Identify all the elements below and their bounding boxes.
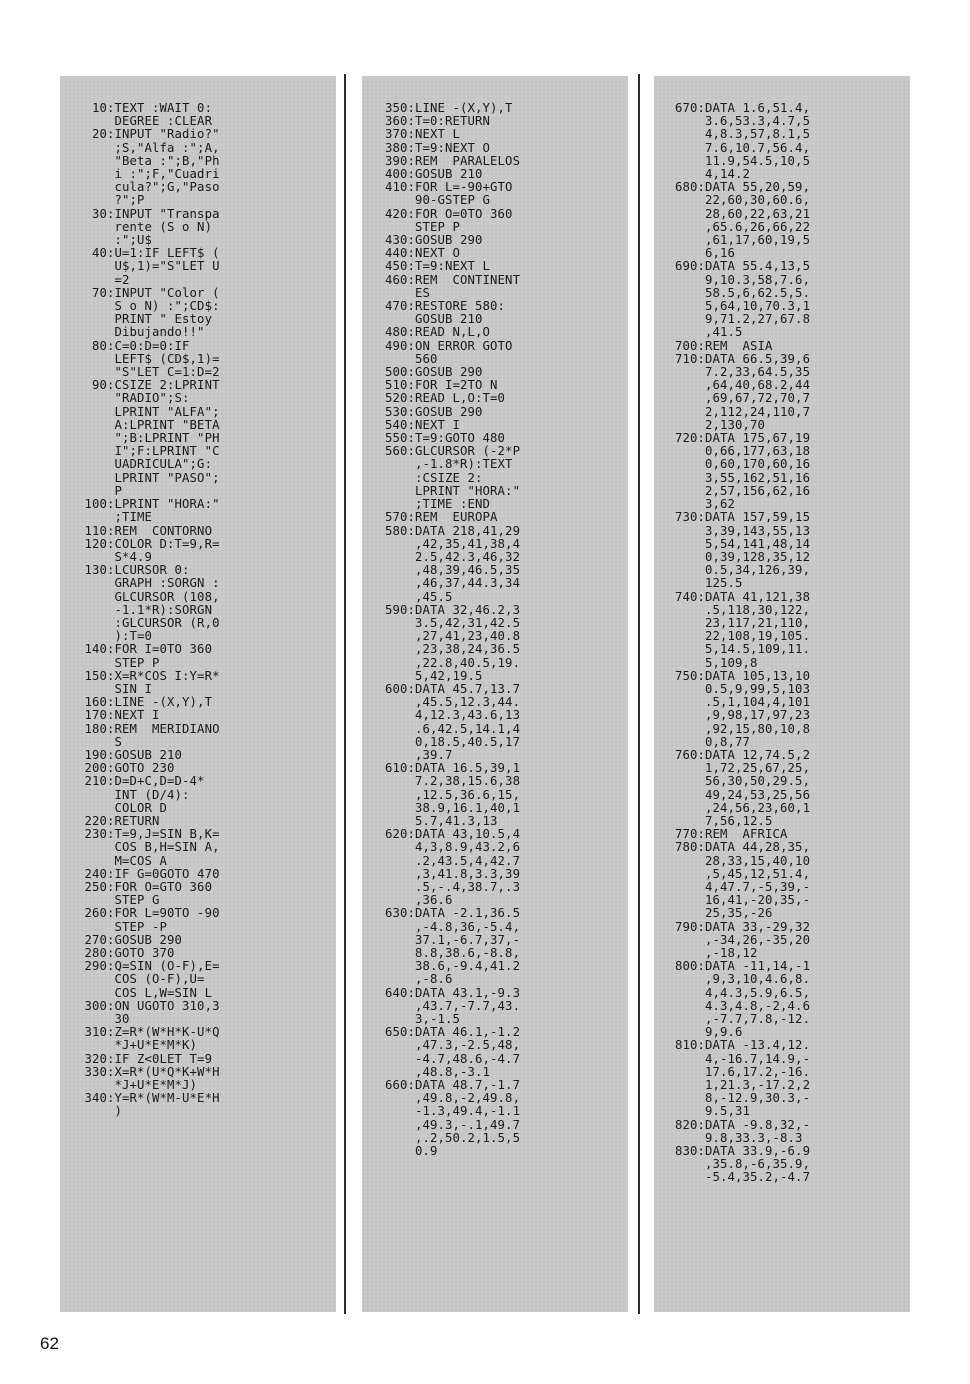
code-line: 530:GOSUB 290	[370, 404, 483, 419]
code-line: 330:X=R*(U*Q*K+W*H	[62, 1064, 220, 1079]
code-line: 420:FOR O=0TO 360	[370, 206, 513, 221]
code-line: .5,-.4,38.7,.3	[370, 879, 521, 894]
code-line: 390:REM PARALELOS	[370, 153, 521, 168]
code-line: 130:LCURSOR 0:	[62, 563, 190, 578]
code-line: P	[62, 483, 123, 498]
code-line: 6,16	[660, 246, 736, 261]
code-line: ,49.8,-2,49.8,	[370, 1091, 521, 1106]
code-line: 7.6,10.7,56.4,	[660, 140, 811, 155]
code-line: 9.8,33.3,-8.3	[660, 1130, 803, 1145]
code-line: 350:LINE -(X,Y),T	[370, 101, 513, 115]
code-line: ,-18,12	[660, 946, 758, 960]
code-line: ):T=0	[62, 629, 153, 644]
listing-column-1	[60, 76, 336, 1312]
code-line: ,24,56,23,60,1	[660, 800, 811, 815]
code-line: 90-GSTEP G	[370, 193, 491, 208]
code-line: 11.9,54.5,10,5	[660, 153, 811, 168]
code-line: S*4.9	[62, 549, 153, 564]
code-line: ?";P	[62, 193, 145, 208]
code-line: GRAPH :SORGN :	[62, 576, 220, 591]
code-line: S	[62, 734, 123, 749]
code-line: ,69,67,72,70,7	[660, 391, 811, 406]
code-line: 710:DATA 66.5,39,6	[660, 351, 811, 366]
code-line: 650:DATA 46.1,-1.2	[370, 1025, 521, 1040]
code-line: 380:T=9:NEXT O	[370, 140, 491, 155]
code-line: 200:GOTO 230	[62, 761, 175, 776]
code-line: 90:CSIZE 2:LPRINT	[62, 378, 220, 393]
code-line: i :";F,"Cuadri	[62, 167, 220, 182]
code-line: ,35.8,-6,35.9,	[660, 1157, 811, 1172]
code-line: 38.6,-9.4,41.2	[370, 959, 521, 974]
listing-column-2	[362, 76, 628, 1312]
code-line: 150:X=R*COS I:Y=R*	[62, 668, 220, 683]
code-line: 40:U=1:IF LEFT$ (	[62, 246, 220, 261]
code-line: ,46,37,44.3,34	[370, 576, 521, 591]
code-line: 520:READ L,O:T=0	[370, 391, 506, 406]
code-line: 230:T=9,J=SIN B,K=	[62, 827, 220, 842]
code-line: 540:NEXT I	[370, 417, 461, 432]
code-line: 20:INPUT "Radio?"	[62, 127, 220, 142]
code-line: 0.9	[370, 1144, 438, 1159]
code-line: .5,1,104,4,101	[660, 695, 811, 710]
code-line: U$,1)="S"LET U	[62, 259, 220, 274]
code-line: 22,60,30,60.6,	[660, 193, 811, 208]
code-line: 750:DATA 105,13,10	[660, 668, 811, 683]
page-number: 62	[40, 1334, 59, 1353]
code-line: *J+U*E*M*K)	[62, 1038, 198, 1053]
code-line: 38.9,16.1,40,1	[370, 800, 521, 815]
code-line: -5.4,35.2,-4.7	[660, 1170, 811, 1185]
code-line: 570:REM EUROPA	[370, 510, 498, 525]
code-line: ,5,45,12,51.4,	[660, 866, 811, 881]
code-line: 740:DATA 41,121,38	[660, 589, 811, 604]
column-divider	[638, 74, 640, 1314]
code-line: ,27,41,23,40.8	[370, 629, 521, 644]
code-line: 320:IF Z<0LET T=9	[62, 1051, 213, 1066]
code-line: cula?";G,"Paso	[62, 180, 220, 195]
code-line: 9,9.6	[660, 1025, 743, 1040]
code-line: I";F:LPRINT "C	[62, 444, 220, 459]
code-line: 730:DATA 157,59,15	[660, 510, 811, 525]
code-line: 5.7,41.3,13	[370, 813, 498, 828]
code-line: 550:T=9:GOTO 480	[370, 431, 506, 446]
code-line: LPRINT "PASO";	[62, 470, 220, 485]
code-line: 470:RESTORE 580:	[370, 299, 506, 314]
code-line: 760:DATA 12,74.5,2	[660, 747, 811, 762]
code-line: ,3,41.8,3.3,39	[370, 866, 521, 881]
code-line: ,47.3,-2.5,48,	[370, 1038, 521, 1053]
code-line: ,12.5,36.6,15,	[370, 787, 521, 802]
code-line: 0,39,128,35,12	[660, 549, 811, 564]
code-line: STEP P	[370, 219, 461, 234]
code-line: STEP -P	[62, 919, 168, 934]
code-line: 7.2,38,15.6,38	[370, 774, 521, 789]
code-line: 290:Q=SIN (O-F),E=	[62, 959, 220, 974]
code-line: 4,4.3,5.9,6.5,	[660, 985, 811, 1000]
code-line: 370:NEXT L	[370, 127, 461, 142]
code-line: :";U$	[62, 233, 153, 248]
code-line: "RADIO";S:	[62, 391, 190, 406]
code-line: 440:NEXT O	[370, 246, 461, 261]
code-line: 8,-12.9,30.3,-	[660, 1091, 811, 1106]
code-line: 4,8.3,57,8.1,5	[660, 127, 811, 142]
code-line: 490:ON ERROR GOTO	[370, 338, 513, 353]
code-line: 630:DATA -2.1,36.5	[370, 906, 521, 921]
code-line: ,.2,50.2,1.5,5	[370, 1130, 521, 1145]
code-line: 180:REM MERIDIANO	[62, 721, 220, 736]
code-line: 340:Y=R*(W*M-U*E*H	[62, 1091, 220, 1106]
code-line: 80:C=0:D=0:IF	[62, 338, 190, 353]
code-line: STEP G	[62, 893, 160, 908]
code-line: ,9,98,17,97,23	[660, 708, 811, 723]
code-line: 49,24,53,25,56	[660, 787, 811, 802]
code-line: Dibujando!!"	[62, 325, 205, 340]
code-line: 25,35,-26	[660, 906, 773, 921]
code-line: SIN I	[62, 681, 153, 696]
code-line: 560:GLCURSOR (-2*P	[370, 444, 521, 459]
code-line: ,22.8,40.5,19.	[370, 655, 521, 670]
code-line: 270:GOSUB 290	[62, 932, 183, 947]
code-line: -1.3,49.4,-1.1	[370, 1104, 521, 1119]
code-lines	[660, 102, 810, 1185]
code-line: 9.5,31	[660, 1104, 751, 1119]
code-line: 23,117,21,110,	[660, 615, 811, 630]
code-line: 3,55,162,51,16	[660, 470, 811, 485]
code-line: 610:DATA 16.5,39,1	[370, 761, 521, 776]
code-line: 125.5	[660, 576, 743, 591]
code-line: 3.6,53.3,4.7,5	[660, 114, 811, 129]
code-line: rente (S o N)	[62, 219, 213, 234]
code-line: LPRINT "ALFA";	[62, 404, 220, 419]
code-line: ,48,39,46.5,35	[370, 563, 521, 578]
code-line: COS (O-F),U=	[62, 972, 205, 987]
code-line: 780:DATA 44,28,35,	[660, 840, 811, 855]
code-line: INT (D/4):	[62, 787, 190, 802]
code-line: 70:INPUT "Color (	[62, 285, 220, 300]
code-line: ,65.6,26,66,22	[660, 219, 811, 234]
code-line: 190:GOSUB 210	[62, 747, 183, 762]
code-line: COS L,W=SIN L	[62, 985, 213, 1000]
listing-column-3	[654, 76, 910, 1312]
code-line: "S"LET C=1:D=2	[62, 365, 220, 380]
code-line: 260:FOR L=90TO -90	[62, 906, 220, 921]
code-line: ,64,40,68.2,44	[660, 378, 811, 393]
code-line: 28,33,15,40,10	[660, 853, 811, 868]
code-line: 17.6,17.2,-16.	[660, 1064, 811, 1079]
code-line: 0.5,9,99,5,103	[660, 681, 811, 696]
code-line: 160:LINE -(X,Y),T	[62, 695, 213, 710]
code-line: 210:D=D+C,D=D-4*	[62, 774, 205, 789]
code-line: 0,8,77	[660, 734, 751, 749]
code-line: *J+U*E*M*J)	[62, 1078, 198, 1093]
code-line: 300:ON UGOTO 310,3	[62, 998, 220, 1013]
code-line: ;TIME :END	[370, 497, 491, 512]
code-line: 5,54,141,48,14	[660, 536, 811, 551]
code-line: 3,-1.5	[370, 1012, 461, 1027]
code-line: 2,130,70	[660, 417, 766, 432]
code-line: 250:FOR O=GTO 360	[62, 879, 213, 894]
code-line: :CSIZE 2:	[370, 470, 483, 485]
code-line: 240:IF G=0GOTO 470	[62, 866, 220, 881]
code-line: COS B,H=SIN A,	[62, 840, 220, 855]
code-line: LPRINT "HORA:"	[370, 483, 521, 498]
code-line: ";B:LPRINT "PH	[62, 431, 220, 446]
code-line: 820:DATA -9.8,32,-	[660, 1117, 811, 1132]
code-line: .5,118,30,122,	[660, 602, 811, 617]
code-line: 2,112,24,110,7	[660, 404, 811, 419]
code-line: GLCURSOR (108,	[62, 589, 220, 604]
code-line: 56,30,50,29.5,	[660, 774, 811, 789]
code-line: 400:GOSUB 210	[370, 167, 483, 182]
code-line: =2	[62, 272, 130, 287]
code-line: ,23,38,24,36.5	[370, 642, 521, 657]
code-line: 680:DATA 55,20,59,	[660, 180, 811, 195]
code-line: 100:LPRINT "HORA:"	[62, 497, 220, 512]
code-line: 580:DATA 218,41,29	[370, 523, 521, 538]
code-line: ,43.7,-7.7,43.	[370, 998, 521, 1013]
code-line: 4,-16.7,14.9,-	[660, 1051, 811, 1066]
code-line: 3,39,143,55,13	[660, 523, 811, 538]
code-line: ,9,3,10,4.6,8.	[660, 972, 811, 987]
code-line: )	[62, 1104, 123, 1119]
code-line: 480:READ N,L,O	[370, 325, 491, 340]
code-line: ES	[370, 285, 431, 300]
code-line: 790:DATA 33,-29,32	[660, 919, 811, 934]
code-line: 4,12.3,43.6,13	[370, 708, 521, 723]
code-line: .6,42.5,14.1,4	[370, 721, 521, 736]
code-line: 22,108,19,105.	[660, 629, 811, 644]
code-line: 310:Z=R*(W*H*K-U*Q	[62, 1025, 220, 1040]
code-line: 560	[370, 351, 438, 366]
code-line: 140:FOR I=0TO 360	[62, 642, 213, 657]
code-line: 360:T=0:RETURN	[370, 114, 491, 129]
code-line: ,-34,26,-35,20	[660, 932, 811, 947]
code-line: .2,43.5,4,42.7	[370, 853, 521, 868]
code-line: ,36.6	[370, 893, 453, 908]
code-line: 120:COLOR D:T=9,R=	[62, 536, 220, 551]
code-line: ,49.3,-.1,49.7	[370, 1117, 521, 1132]
code-line: ,92,15,80,10,8	[660, 721, 811, 736]
code-line: 1,72,25,67,25,	[660, 761, 811, 776]
code-line: -1.1*R):SORGN	[62, 602, 213, 617]
code-line: 4.3,4.8,-2,4.6	[660, 998, 811, 1013]
code-line: 800:DATA -11,14,-1	[660, 959, 811, 974]
code-line: 30	[62, 1012, 130, 1027]
code-line: 660:DATA 48.7,-1.7	[370, 1078, 521, 1093]
code-line: COLOR D	[62, 800, 168, 815]
code-line: 280:GOTO 370	[62, 946, 175, 960]
code-line: LEFT$ (CD$,1)=	[62, 351, 220, 366]
code-line: 58.5,6,62.5,5.	[660, 285, 811, 300]
code-line: ,-1.8*R):TEXT	[370, 457, 513, 472]
code-line: 830:DATA 33.9,-6.9	[660, 1144, 811, 1159]
code-line: 450:T=9:NEXT L	[370, 259, 491, 274]
code-line: -4.7,48.6,-4.7	[370, 1051, 521, 1066]
code-line: 0,18.5,40.5,17	[370, 734, 521, 749]
code-line: STEP P	[62, 655, 160, 670]
code-line: 0,66,177,63,18	[660, 444, 811, 459]
code-line: 4,47.7,-5,39,-	[660, 879, 811, 894]
code-line: ;S,"Alfa :";A,	[62, 140, 220, 155]
code-line: 670:DATA 1.6,51.4,	[660, 101, 811, 115]
code-line: 690:DATA 55.4,13,5	[660, 259, 811, 274]
code-line: 110:REM CONTORNO	[62, 523, 213, 538]
code-line: 220:RETURN	[62, 813, 160, 828]
code-line: 810:DATA -13.4,12.	[660, 1038, 811, 1053]
code-line: ,48.8,-3.1	[370, 1064, 491, 1079]
code-line: 510:FOR I=2TO N	[370, 378, 498, 393]
code-line: 7.2,33,64.5,35	[660, 365, 811, 380]
code-line: 640:DATA 43.1,-9.3	[370, 985, 521, 1000]
code-line: 7,56,12.5	[660, 813, 773, 828]
code-line: 28,60,22,63,21	[660, 206, 811, 221]
code-line: 9,71.2,27,67.8	[660, 312, 811, 327]
code-line: 460:REM CONTINENT	[370, 272, 521, 287]
column-divider	[344, 74, 346, 1314]
code-line: ;TIME	[62, 510, 153, 525]
code-lines	[62, 102, 220, 1119]
code-line: 0,60,170,60,16	[660, 457, 811, 472]
code-line: 590:DATA 32,46.2,3	[370, 602, 521, 617]
code-line: GOSUB 210	[370, 312, 483, 327]
code-line: ,-8.6	[370, 972, 453, 987]
code-line: ,42,35,41,38,4	[370, 536, 521, 551]
code-line: A:LPRINT "BETA	[62, 417, 220, 432]
code-line: 9,10.3,58,7.6,	[660, 272, 811, 287]
code-line: 170:NEXT I	[62, 708, 160, 723]
code-line: 3,62	[660, 497, 736, 512]
code-line: 0.5,34,126,39,	[660, 563, 811, 578]
code-line: 2.5,42.3,46,32	[370, 549, 521, 564]
code-line: 3.5,42,31,42.5	[370, 615, 521, 630]
code-line: 5,42,19.5	[370, 668, 483, 683]
code-line: 500:GOSUB 290	[370, 365, 483, 380]
code-line: "Beta :";B,"Ph	[62, 153, 220, 168]
code-line: 410:FOR L=-90+GTO	[370, 180, 513, 195]
code-line: ,-7.7,7.8,-12.	[660, 1012, 811, 1027]
code-line: DEGREE :CLEAR	[62, 114, 213, 129]
code-line: ,39.7	[370, 747, 453, 762]
code-line: S o N) :";CD$:	[62, 299, 220, 314]
code-line: 16,41,-20,35,-	[660, 893, 811, 908]
code-line: 5,109,8	[660, 655, 758, 670]
code-line: 2,57,156,62,16	[660, 483, 811, 498]
code-line: 430:GOSUB 290	[370, 233, 483, 248]
code-line: 30:INPUT "Transpa	[62, 206, 220, 221]
code-line: 600:DATA 45.7,13.7	[370, 681, 521, 696]
code-line: 37.1,-6.7,37,-	[370, 932, 521, 947]
code-line: PRINT " Estoy	[62, 312, 213, 327]
code-line: 8.8,38.6,-8.8,	[370, 946, 521, 960]
code-line: ,-4.8,36,-5.4,	[370, 919, 521, 934]
code-line: 720:DATA 175,67,19	[660, 431, 811, 446]
code-line: ,45.5,12.3,44.	[370, 695, 521, 710]
code-line: ,61,17,60,19,5	[660, 233, 811, 248]
code-line: 4,14.2	[660, 167, 751, 182]
code-line: 620:DATA 43,10.5,4	[370, 827, 521, 842]
code-line: ,41.5	[660, 325, 743, 340]
code-line: 1,21.3,-17.2,2	[660, 1078, 811, 1093]
code-line: 10:TEXT :WAIT 0:	[62, 101, 213, 115]
code-line: 5,64,10,70.3,1	[660, 299, 811, 314]
code-line: :GLCURSOR (R,0	[62, 615, 220, 630]
code-lines	[370, 102, 520, 1158]
code-line: 5,14.5,109,11.	[660, 642, 811, 657]
code-line: 770:REM AFRICA	[660, 827, 788, 842]
code-line: 700:REM ASIA	[660, 338, 773, 353]
code-line: ,45.5	[370, 589, 453, 604]
code-line: M=COS A	[62, 853, 168, 868]
code-line: UADRICULA";G:	[62, 457, 213, 472]
code-line: 4,3,8.9,43.2,6	[370, 840, 521, 855]
